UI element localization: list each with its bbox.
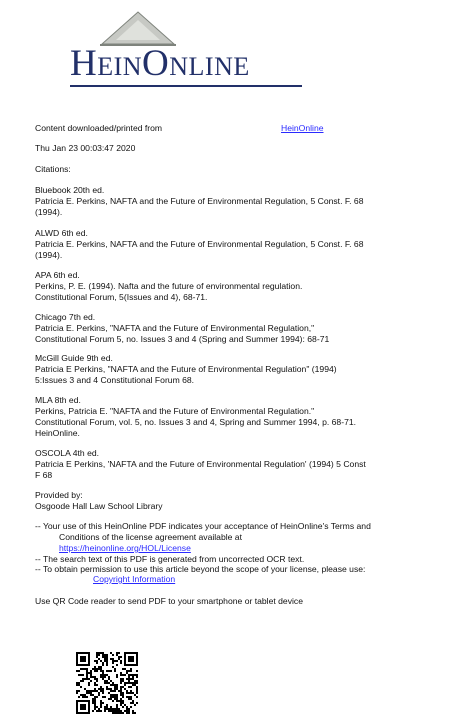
downloaded-line [35,123,162,134]
chicago-line1: Patricia E. Perkins, "NAFTA and the Future of Environmental Regulation," [35,323,315,333]
heinonline-logo [68,8,308,92]
alwd-style: ALWD 6th ed. [35,228,88,238]
citations-label: Citations: [35,164,71,174]
ocr-notice: -- The search text of this PDF is generated from uncorrected OCR text. [35,554,305,564]
oscola-line2: F 68 [35,470,53,480]
terms-line1: -- Your use of this HeinOnline PDF indicates your acceptance of HeinOnline's Terms and [35,521,371,531]
permission-notice: -- To obtain permission to use this article beyond the scope of your license, please use: [35,564,366,574]
mla-style: MLA 8th ed. [35,395,81,405]
mcgill-line2: 5:Issues 3 and 4 Constitutional Forum 68. [35,375,195,385]
alwd-line2: (1994). [35,250,63,260]
qr-instruction: Use QR Code reader to send PDF to your smartphone or tablet device [35,596,303,606]
mla-line2: Constitutional Forum, vol. 5, no. Issues 3 and 4, Spring and Summer 1994, p. 68-71. [35,417,357,427]
provided-library: Osgoode Hall Law School Library [35,501,163,511]
terms-line2: Conditions of the license agreement available at [59,532,242,542]
bluebook-line2: (1994). [35,207,63,217]
heinonline-link[interactable]: HeinOnline [281,123,324,133]
copyright-link[interactable]: Copyright Information [93,574,176,584]
logo-rule [70,85,302,87]
provided-label: Provided by: [35,490,83,500]
chicago-line2: Constitutional Forum 5, no. Issues 3 and 4 (Spring and Summer 1994): 68-71 [35,334,330,344]
mla-line1: Perkins, Patricia E. "NAFTA and the Future of Environmental Regulation." [35,406,315,416]
mcgill-line1: Patricia E Perkins, "NAFTA and the Future of Environmental Regulation" (1994) [35,364,337,374]
license-link[interactable]: https://heinonline.org/HOL/License [59,543,191,553]
downloaded-label: Content downloaded/printed from [35,123,163,133]
oscola-style: OSCOLA 4th ed. [35,448,100,458]
logo-text: HeinOnline [70,43,250,84]
chicago-style: Chicago 7th ed. [35,312,96,322]
oscola-line1: Patricia E Perkins, 'NAFTA and the Future of Environmental Regulation' (1994) 5 Const [35,459,366,469]
bluebook-line1: Patricia E. Perkins, NAFTA and the Future of Environmental Regulation, 5 Const. F. 68 [35,196,364,206]
qr-code-image [76,652,138,714]
mla-line3: HeinOnline. [35,428,80,438]
mcgill-style: McGill Guide 9th ed. [35,353,113,363]
apa-style: APA 6th ed. [35,270,80,280]
timestamp: Thu Jan 23 00:03:47 2020 [35,143,136,153]
bluebook-style: Bluebook 20th ed. [35,185,105,195]
alwd-line1: Patricia E. Perkins, NAFTA and the Future of Environmental Regulation, 5 Const. F. 68 [35,239,364,249]
apa-line2: Constitutional Forum, 5(Issues and 4), 68-71. [35,292,208,302]
apa-line1: Perkins, P. E. (1994). Nafta and the future of environmental regulation. [35,281,303,291]
